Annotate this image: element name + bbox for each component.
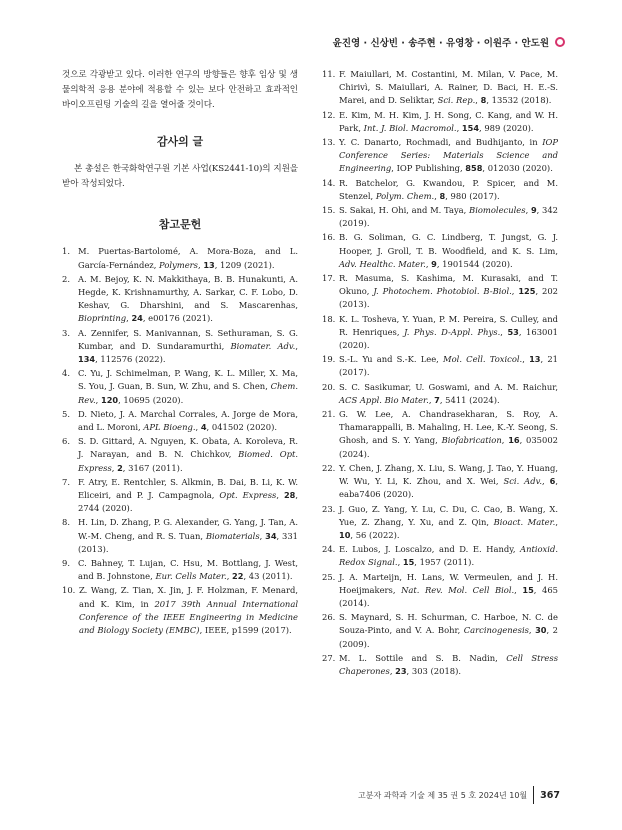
reference-details: , 2 (2009). <box>339 625 558 649</box>
reference-details: , 041502 (2020). <box>206 422 278 433</box>
reference-number: 24. <box>322 544 336 555</box>
reference-authors: Z. Wang, Z. Tian, X. Jin, J. F. Holzman, F. Menard, and K. Kim, in <box>79 585 298 609</box>
reference-item: 19. S.-L. Yu and S.-K. Lee, Mol. Cell. Toxicol., 13, 21 (2017). <box>322 354 558 378</box>
reference-list-left <box>62 245 298 637</box>
reference-details: , e00176 (2021). <box>142 313 213 324</box>
reference-volume: 858 <box>465 163 483 174</box>
reference-item: 2. A. M. Bejoy, K. N. Makkithaya, B. B. Hunakunti, A. Hegde, K. Krishnamurthy, A. Sarkar, C. F. Lobo, D. Keshav, G. Dharshini, and S. Mascarenhas, Bioprinting, 24, e00176 (2021). <box>62 273 298 324</box>
reference-number: 7. <box>62 476 70 487</box>
reference-number: 6. <box>62 436 70 447</box>
reference-journal: Opt. Express <box>219 490 277 501</box>
reference-number: 9. <box>62 558 70 569</box>
reference-item: 7. F. Atry, E. Rentchler, S. Alkmin, B. Dai, B. Li, K. W. Eliceiri, and P. J. Campagnola, Opt. Express, 28, 2744 (2020). <box>62 476 299 514</box>
reference-number: 20. <box>322 381 336 392</box>
reference-journal: IOP Conference Series: Materials Science and Engineering <box>339 137 558 174</box>
reference-item: 27. M. L. Sottile and S. B. Nadin, Cell Stress Chaperones, 23, 303 (2018). <box>322 652 558 676</box>
reference-number: 10. <box>62 585 76 596</box>
reference-details: , 035002 (2024). <box>339 435 558 459</box>
reference-list-right <box>322 68 558 678</box>
reference-authors: F. Maiullari, M. Costantini, M. Milan, V. Pace, M. Chirivì, S. Maiullari, A. Rainer, D. Baci, H. E.-S. Marei, and D. Seliktar, <box>339 69 558 106</box>
reference-details: , IOP Publishing, <box>391 163 466 174</box>
reference-volume: 28 <box>283 490 296 501</box>
reference-details: , 10695 (2020). <box>118 394 184 405</box>
right-column <box>322 68 558 679</box>
footer-divider <box>533 786 534 804</box>
reference-item: 16. B. G. Soliman, G. C. Lindberg, T. Jungst, G. J. Hooper, J. Groll, T. B. Woodfield, and K. S. Lim, Adv. Healthc. Mater., 9, 1901544 (2020). <box>322 232 558 269</box>
reference-item: 21. G. W. Lee, A. Chandrasekharan, S. Roy, A. Thamarappalli, B. Mahaling, H. Lee, K.-Y. Seong, S. Ghosh, and S. Y. Yang, Biofabrication, 16, 035002 (2024). <box>322 409 558 459</box>
reference-journal: Biomaterials <box>205 530 260 541</box>
reference-authors: B. G. Soliman, G. C. Lindberg, T. Jungst, G. J. Hooper, J. Groll, T. B. Woodfield, and K. S. Lim, <box>339 232 558 256</box>
reference-number: 15. <box>322 205 336 216</box>
reference-authors: C. Bahney, T. Lujan, C. Hsu, M. Bottlang, J. West, and B. Johnstone, <box>78 558 298 582</box>
reference-authors: J. Guo, Z. Yang, Y. Lu, C. Du, C. Cao, B. Wang, X. Yue, Z. Zhang, Y. Xu, and Z. Qin, <box>339 503 558 527</box>
reference-item: 17. R. Masuma, S. Kashima, M. Kurasaki, and T. Okuno, J. Photochem. Photobiol. B-Biol., 125, 202 (2013). <box>322 273 558 310</box>
reference-item: 14. R. Batchelor, G. Kwandou, P. Spicer, and M. Stenzel, Polym. Chem., 8, 980 (2017). <box>322 177 558 201</box>
reference-volume: 8 <box>480 95 487 106</box>
reference-details: , 112576 (2022). <box>95 354 166 365</box>
reference-authors: R. Masuma, S. Kashima, M. Kurasaki, and T. Okuno, <box>339 273 558 297</box>
reference-item: 12. E. Kim, M. H. Kim, J. H. Song, C. Kang, and W. H. Park, Int. J. Biol. Macromol., 154, 989 (2020). <box>322 109 558 133</box>
reference-authors: M. L. Sottile and S. B. Nadin, <box>339 652 507 663</box>
reference-journal: Bioact. Mater. <box>493 516 556 527</box>
reference-authors: Y. Chen, J. Zhang, X. Liu, S. Wang, J. Tao, Y. Huang, W. Wu, Y. Li, K. Zhou, and X. Wei, <box>339 462 558 487</box>
reference-item: 20. S. C. Sasikumar, U. Goswami, and A. M. Raichur, ACS Appl. Bio Mater., 7, 5411 (2024). <box>322 381 558 405</box>
reference-details: , 331 (2013). <box>78 530 299 554</box>
reference-authors: E. Lubos, J. Loscalzo, and D. E. Handy, <box>339 544 521 555</box>
references-heading: 참고문헌 <box>158 218 202 232</box>
reference-details: , 1901544 (2020). <box>436 258 513 269</box>
reference-number: 14. <box>322 177 336 188</box>
author-list: 윤진영 · 신상빈 · 송주현 · 유영창 · 이원주 · 안도원 <box>332 38 549 49</box>
reference-authors: F. Atry, E. Rentchler, S. Alkmin, B. Dai, B. Li, K. W. Eliceiri, and P. J. Campagnola, <box>78 476 298 501</box>
reference-journal: Sci. Adv. <box>503 476 542 487</box>
page-footer <box>358 786 560 804</box>
reference-number: 3. <box>62 327 70 338</box>
reference-volume: 15 <box>402 557 415 568</box>
reference-volume: 9 <box>530 205 537 216</box>
reference-item: 15. S. Sakai, H. Ohi, and M. Taya, Biomolecules, 9, 342 (2019). <box>322 205 558 229</box>
reference-number: 2. <box>62 273 70 284</box>
reference-details: , 163001 (2020). <box>339 326 559 351</box>
reference-volume: 10 <box>339 529 351 540</box>
reference-authors: S. Maynard, S. H. Schurman, C. Harboe, N. C. de Souza-Pinto, and V. A. Bohr, <box>339 612 558 636</box>
reference-number: 19. <box>322 354 336 365</box>
reference-journal: Carcinogenesis <box>463 625 529 636</box>
reference-authors: G. W. Lee, A. Chandrasekharan, S. Roy, A. Thamarappalli, B. Mahaling, H. Lee, K.-Y. Seong, S. Ghosh, and S. Y. Yang, <box>339 409 558 446</box>
reference-volume: 22 <box>232 571 244 582</box>
reference-number: 18. <box>322 313 336 324</box>
reference-number: 16. <box>322 232 336 243</box>
reference-details: , 13532 (2018). <box>486 95 552 106</box>
reference-item: 3. A. Zennifer, S. Manivannan, S. Sethuraman, S. G. Kumbar, and D. Sundaramurthi, Biomater. Adv., 134, 112576 (2022). <box>62 327 298 365</box>
reference-details: , 012030 (2020). <box>482 163 553 174</box>
reference-number: 21. <box>322 409 336 420</box>
reference-number: 23. <box>322 503 336 514</box>
reference-authors: E. Kim, M. H. Kim, J. H. Song, C. Kang, and W. H. Park, <box>339 109 558 133</box>
reference-authors: K. L. Tosheva, Y. Yuan, P. M. Pereira, S. Culley, and R. Henriques, <box>339 313 558 337</box>
reference-details: , 43 (2011). <box>243 571 293 582</box>
reference-item: 26. S. Maynard, S. H. Schurman, C. Harboe, N. C. de Souza-Pinto, and V. A. Bohr, Carcinogenesis, 30, 2 (2009). <box>322 612 558 649</box>
reference-volume: 53 <box>507 326 519 337</box>
reference-journal: 2017 39th Annual International Conference of the IEEE Engineering in Medicine and Biology Society (EMBC) <box>79 598 298 636</box>
reference-details: , 2744 (2020). <box>78 490 299 514</box>
reference-details: , 21 (2017). <box>339 354 558 378</box>
reference-volume: 4 <box>200 422 207 433</box>
reference-number: 26. <box>322 612 336 623</box>
reference-volume: 2 <box>117 462 123 473</box>
reference-details: , IEEE, p1599 (2017). <box>199 625 292 636</box>
reference-number: 5. <box>62 408 70 419</box>
reference-authors: J. A. Marteijn, H. Lans, W. Vermeulen, and J. H. Hoeijmakers, <box>339 571 558 595</box>
reference-number: 11. <box>322 69 336 79</box>
reference-journal: Biomed. Opt. Express <box>78 449 298 473</box>
reference-details: , 3167 (2011). <box>122 462 183 473</box>
reference-number: 17. <box>322 273 336 284</box>
reference-journal: Biofabrication <box>441 435 502 446</box>
page-number: 367 <box>540 789 560 801</box>
reference-authors: S. D. Gittard, A. Nguyen, K. Obata, A. Koroleva, R. J. Narayan, and B. N. Chichkov, <box>78 436 298 460</box>
reference-journal: J. Photochem. Photobiol. B-Biol. <box>373 286 512 297</box>
reference-journal: J. Phys. D-Appl. Phys. <box>404 326 501 337</box>
circle-marker-icon <box>555 37 565 47</box>
reference-details: , 980 (2017). <box>445 190 500 201</box>
reference-volume: 16 <box>508 435 520 446</box>
reference-number: 4. <box>62 368 70 379</box>
reference-details: , eaba7406 (2020). <box>339 476 558 500</box>
reference-item <box>62 584 298 637</box>
reference-details: , 342 (2019). <box>339 205 558 229</box>
reference-authors: A. Zennifer, S. Manivannan, S. Sethuraman, S. G. Kumbar, and D. Sundaramurthi, <box>78 327 298 351</box>
reference-item: 22. Y. Chen, J. Zhang, X. Liu, S. Wang, J. Tao, Y. Huang, W. Wu, Y. Li, K. Zhou, and X. Wei, Sci. Adv., 6, eaba7406 (2020). <box>322 462 558 500</box>
reference-journal: Biomater. Adv. <box>230 340 296 351</box>
reference-authors: A. M. Bejoy, K. N. Makkithaya, B. B. Hunakunti, A. Hegde, K. Krishnamurthy, A. Sarkar, C. F. Lobo, D. Keshav, G. Dharshini, and S. Mascarenhas, <box>78 273 298 311</box>
reference-number: 12. <box>322 109 336 120</box>
reference-authors: S. C. Sasikumar, U. Goswami, and A. M. Raichur, <box>339 381 558 392</box>
reference-volume: 13 <box>203 259 215 270</box>
reference-volume: 34 <box>265 530 277 541</box>
acknowledgement-heading: 감사의 글 <box>156 135 204 148</box>
reference-journal: Chem. Rev. <box>78 381 298 405</box>
reference-volume: 125 <box>518 286 536 297</box>
reference-details: , 1209 (2021). <box>214 259 275 270</box>
reference-item: 18. K. L. Tosheva, Y. Yuan, P. M. Pereira, S. Culley, and R. Henriques, J. Phys. D-Appl. Phys., 53, 163001 (2020). <box>322 313 559 351</box>
reference-details: , 56 (2022). <box>350 529 400 540</box>
acknowledgement-paragraph: 본 총설은 한국화학연구원 기본 사업(KS2441-10)의 지원을 받아 작성되었다. <box>62 164 298 190</box>
running-header <box>333 35 565 49</box>
reference-number: 27. <box>322 652 336 663</box>
reference-details: , 1957 (2011). <box>414 557 475 568</box>
reference-item: 11. F. Maiullari, M. Costantini, M. Milan, V. Pace, M. Chirivì, S. Maiullari, A. Rainer, D. Baci, H. E.-S. Marei, and D. Seliktar, Sci. Rep., 8, 13532 (2018). <box>322 69 558 106</box>
reference-journal: Sci. Rep. <box>437 95 476 106</box>
reference-journal: Cell Stress Chaperones <box>339 652 558 676</box>
reference-number: 13. <box>322 137 336 148</box>
reference-journal: Adv. Healthc. Mater. <box>339 258 426 269</box>
reference-item: 24. E. Lubos, J. Loscalzo, and D. E. Handy, Antioxid. Redox Signal., 15, 1957 (2011). <box>322 544 558 568</box>
reference-volume: 15 <box>522 584 534 595</box>
reference-item: 8. H. Lin, D. Zhang, P. G. Alexander, G. Yang, J. Tan, A. W.-M. Cheng, and R. S. Tuan, Biomaterials, 34, 331 (2013). <box>62 517 299 554</box>
reference-number: 8. <box>62 517 70 528</box>
reference-journal: Polym. Chem. <box>375 190 435 201</box>
reference-item: 5. D. Nieto, J. A. Marchal Corrales, A. Jorge de Mora, and L. Moroni, APL Bioeng., 4, 041502 (2020). <box>62 408 298 433</box>
reference-volume: 120 <box>101 394 119 405</box>
left-column <box>62 68 298 638</box>
reference-item: 25. J. A. Marteijn, H. Lans, W. Vermeulen, and J. H. Hoeijmakers, Nat. Rev. Mol. Cell Biol., 15, 465 (2014). <box>322 571 558 608</box>
reference-volume: 6 <box>549 476 556 487</box>
reference-item: 6. S. D. Gittard, A. Nguyen, K. Obata, A. Koroleva, R. J. Narayan, and B. N. Chichkov, Biomed. Opt. Express, 2, 3167 (2011). <box>62 436 298 473</box>
reference-details: , 5411 (2024). <box>439 394 500 405</box>
journal-info: 고분자 과학과 기술 제 35 권 5 호 2024년 10월 <box>357 790 528 800</box>
reference-authors: D. Nieto, J. A. Marchal Corrales, A. Jorge de Mora, and L. Moroni, <box>78 408 298 433</box>
reference-authors: R. Batchelor, G. Kwandou, P. Spicer, and M. Stenzel, <box>339 177 558 201</box>
reference-journal: Mol. Cell. Toxicol. <box>443 354 523 365</box>
reference-number: 22. <box>322 462 336 473</box>
reference-item <box>322 136 558 176</box>
reference-number: 25. <box>322 571 336 582</box>
reference-journal: Polymers <box>159 259 198 270</box>
reference-journal: ACS Appl. Bio Mater. <box>339 394 429 405</box>
reference-journal: Nat. Rev. Mol. Cell Biol. <box>401 584 515 595</box>
reference-journal: Biomolecules <box>469 205 526 216</box>
reference-volume: 24 <box>131 313 143 324</box>
intro-paragraph: 것으로 각광받고 있다. 이러한 연구의 방향들은 향후 임상 및 생물의학적 응용 분야에 적용할 수 있는 보다 안전하고 효과적인 바이오프린팅 기술의 길을 열어줄 것이다. <box>62 70 298 110</box>
reference-volume: 23 <box>395 665 407 676</box>
reference-authors: Y. C. Danarto, Rochmadi, and Budhijanto, in <box>339 137 543 148</box>
reference-item: 23. J. Guo, Z. Yang, Y. Lu, C. Du, C. Cao, B. Wang, X. Yue, Z. Zhang, Y. Xu, and Z. Qin, Bioact. Mater., 10, 56 (2022). <box>322 503 558 540</box>
reference-volume: 154 <box>461 122 480 133</box>
reference-details: , 303 (2018). <box>406 665 462 676</box>
reference-details: , 465 (2014). <box>339 584 558 608</box>
reference-item: 1. M. Puertas-Bartolomé, A. Mora-Boza, and L. García-Fernández, Polymers, 13, 1209 (2021). <box>62 246 298 270</box>
reference-item: 4. C. Yu, J. Schimelman, P. Wang, K. L. Miller, X. Ma, S. You, J. Guan, B. Sun, W. Zhu, and S. Chen, Chem. Rev., 120, 10695 (2020). <box>62 368 298 405</box>
reference-volume: 13 <box>529 354 541 365</box>
reference-authors: S.-L. Yu and S.-K. Lee, <box>339 354 444 365</box>
reference-journal: Eur. Cells Mater. <box>155 571 227 582</box>
reference-volume: 134 <box>78 354 96 365</box>
reference-journal: Bioprinting <box>78 313 127 324</box>
reference-journal: APL Bioeng. <box>143 422 196 433</box>
reference-authors: S. Sakai, H. Ohi, and M. Taya, <box>339 205 470 216</box>
reference-details: , 202 (2013). <box>339 286 558 310</box>
reference-volume: 9 <box>431 258 437 269</box>
reference-journal: Int. J. Biol. Macromol. <box>363 122 457 133</box>
reference-item: 9. C. Bahney, T. Lujan, C. Hsu, M. Bottlang, J. West, and B. Johnstone, Eur. Cells Mater., 22, 43 (2011). <box>62 558 298 582</box>
reference-volume: 8 <box>439 190 446 201</box>
reference-details: , 989 (2020). <box>479 122 534 133</box>
reference-volume: 30 <box>535 625 547 636</box>
reference-authors: H. Lin, D. Zhang, P. G. Alexander, G. Yang, J. Tan, A. W.-M. Cheng, and R. S. Tuan, <box>78 517 298 541</box>
reference-authors: C. Yu, J. Schimelman, P. Wang, K. L. Miller, X. Ma, S. You, J. Guan, B. Sun, W. Zhu, and S. Chen, <box>78 368 298 392</box>
reference-journal: Antioxid. Redox Signal. <box>339 544 558 568</box>
reference-number: 1. <box>62 246 70 257</box>
reference-authors: M. Puertas-Bartolomé, A. Mora-Boza, and L. García-Fernández, <box>78 246 298 270</box>
reference-volume: 7 <box>434 394 440 405</box>
